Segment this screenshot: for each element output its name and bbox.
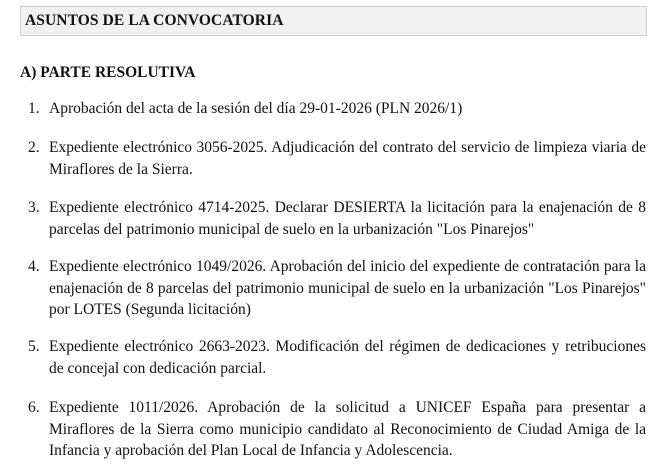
agenda-item bbox=[28, 197, 646, 240]
item-number: 1. bbox=[28, 100, 40, 117]
item-text: Expediente electrónico 2663-2023. Modificación del régimen de dedicaciones y retribuciones de concejal con dedicación parcial. bbox=[49, 338, 646, 377]
agenda-item bbox=[28, 336, 646, 379]
agenda-item bbox=[28, 397, 646, 462]
item-text: Expediente electrónico 3056-2025. Adjudicación del contrato del servicio de limpieza viaria de Miraflores de la Sierra. bbox=[49, 139, 646, 178]
section-title: A) PARTE RESOLUTIVA bbox=[20, 64, 196, 81]
item-text: Expediente electrónico 4714-2025. Declarar DESIERTA la licitación para la enajenación de 8 parcelas del patrimonio municipal de suelo en la urbanización "Los Pinarejos" bbox=[49, 199, 646, 238]
agenda-item bbox=[28, 98, 646, 120]
agenda-header: ASUNTOS DE LA CONVOCATORIA bbox=[20, 6, 647, 36]
item-number: 2. bbox=[28, 139, 40, 156]
agenda-item bbox=[28, 137, 646, 180]
item-text: Aprobación del acta de la sesión del día 29-01-2026 (PLN 2026/1) bbox=[49, 100, 463, 117]
item-number: 5. bbox=[28, 338, 40, 355]
item-number: 6. bbox=[28, 399, 40, 416]
item-number: 3. bbox=[28, 199, 40, 216]
item-number: 4. bbox=[28, 258, 40, 275]
agenda-item bbox=[28, 256, 646, 321]
item-text: Expediente electrónico 1049/2026. Aprobación del inicio del expediente de contratación para la enajenación de 8 parcelas del patrimonio municipal de suelo en la urbanización "Los Pinarejos" por LOTES (Segunda licitación) bbox=[49, 258, 646, 318]
item-text: Expediente 1011/2026. Aprobación de la solicitud a UNICEF España para presentar a Miraflores de la Sierra como municipio candidato al Reconocimiento de Ciudad Amiga de la Infancia y aprobación del Plan Local de Infancia y Adolescencia. bbox=[49, 399, 646, 459]
